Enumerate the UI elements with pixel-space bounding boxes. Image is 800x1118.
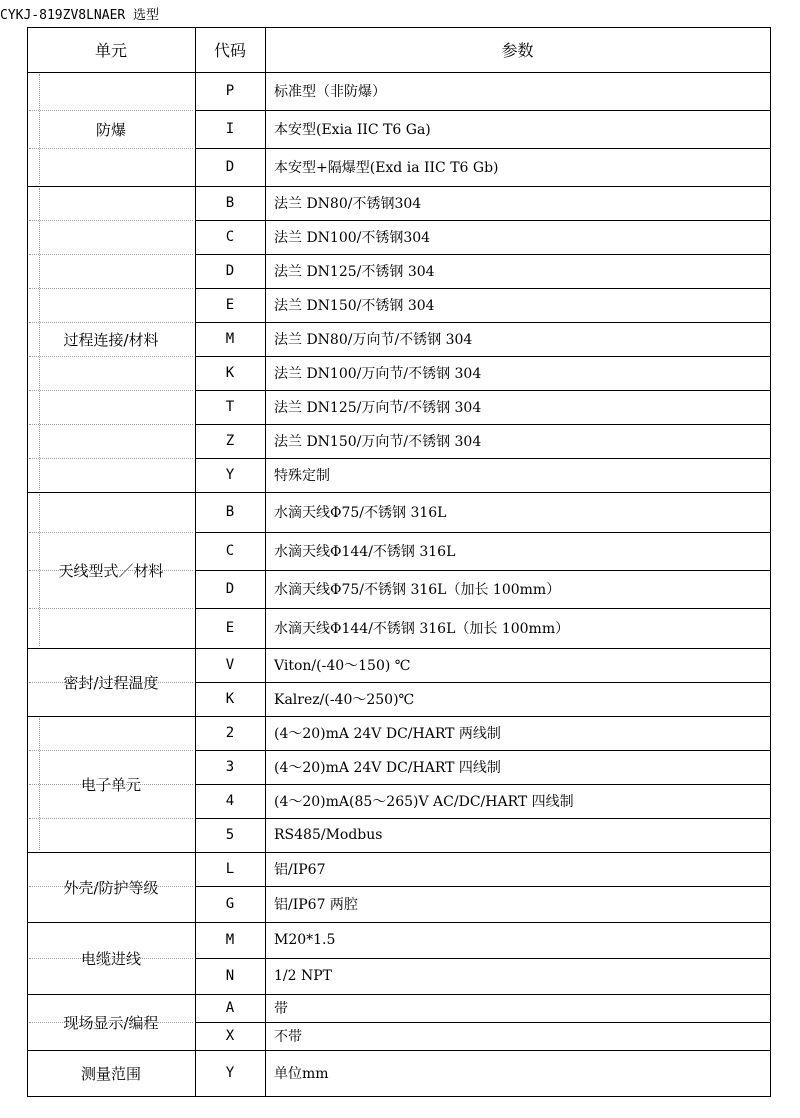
group-rule-bottom bbox=[27, 1096, 771, 1097]
code-cell: C bbox=[225, 229, 235, 245]
unit-guide-line bbox=[29, 322, 193, 323]
table-rule bbox=[770, 852, 771, 922]
unit-guide-line bbox=[29, 220, 193, 221]
unit-guide-line bbox=[39, 74, 40, 184]
group-unit-label: 测量范围 bbox=[80, 1064, 141, 1083]
unit-guide-line bbox=[29, 356, 193, 357]
unit-guide-line bbox=[29, 818, 193, 819]
code-cell: G bbox=[225, 896, 235, 912]
param-cell: Kalrez/(-40～250)℃ bbox=[274, 692, 415, 708]
code-cell: Y bbox=[225, 467, 235, 483]
param-cell: 不带 bbox=[274, 1029, 302, 1045]
code-cell: M bbox=[225, 331, 235, 347]
code-cell: 2 bbox=[225, 725, 235, 741]
code-cell: P bbox=[225, 83, 235, 99]
group-unit-label: 过程连接/材料 bbox=[63, 330, 159, 349]
code-cell: K bbox=[225, 365, 235, 381]
param-cell: RS485/Modbus bbox=[274, 827, 383, 843]
unit-guide-line bbox=[29, 784, 193, 785]
param-cell: M20*1.5 bbox=[274, 932, 336, 948]
header-code: 代码 bbox=[213, 41, 246, 60]
group-unit-label: 现场显示/编程 bbox=[63, 1013, 159, 1032]
group-unit-label: 外壳/防护等级 bbox=[63, 878, 159, 897]
unit-guide-line bbox=[29, 1022, 193, 1023]
param-cell: 法兰 DN100/不锈钢304 bbox=[274, 230, 431, 246]
unit-guide-line bbox=[29, 682, 193, 683]
code-cell: A bbox=[225, 1000, 235, 1016]
param-cell: 法兰 DN100/万向节/不锈钢 304 bbox=[274, 366, 482, 382]
unit-guide-line bbox=[29, 608, 193, 609]
param-cell: 铝/IP67 两腔 bbox=[274, 897, 358, 913]
code-cell: K bbox=[225, 691, 235, 707]
unit-guide-line bbox=[29, 570, 193, 571]
group-unit-label: 密封/过程温度 bbox=[63, 673, 159, 692]
group-unit-label: 天线型式／材料 bbox=[58, 561, 164, 580]
code-cell: N bbox=[225, 968, 235, 984]
param-cell: 法兰 DN125/万向节/不锈钢 304 bbox=[274, 400, 482, 416]
code-cell: D bbox=[225, 159, 235, 175]
code-cell: L bbox=[225, 861, 235, 877]
unit-guide-line bbox=[29, 254, 193, 255]
param-cell: 标准型（非防爆） bbox=[274, 84, 386, 100]
group-unit-label: 电子单元 bbox=[80, 775, 141, 794]
code-cell: X bbox=[225, 1028, 235, 1044]
unit-guide-line bbox=[29, 958, 193, 959]
param-cell: 本安型(Exia IIC T6 Ga) bbox=[274, 122, 431, 138]
table-rule bbox=[770, 27, 771, 72]
code-cell: E bbox=[225, 620, 235, 636]
code-cell: V bbox=[225, 657, 235, 673]
param-cell: 法兰 DN150/不锈钢 304 bbox=[274, 298, 435, 314]
unit-guide-line bbox=[39, 188, 40, 490]
param-cell: 铝/IP67 bbox=[274, 862, 326, 878]
code-cell: C bbox=[225, 543, 235, 559]
header-param: 参数 bbox=[501, 41, 534, 60]
param-cell: (4～20)mA(85～265)V AC/DC/HART 四线制 bbox=[274, 794, 574, 810]
code-cell: D bbox=[225, 581, 235, 597]
param-cell: 本安型+隔爆型(Exd ia IIC T6 Gb) bbox=[274, 160, 499, 176]
code-cell: 5 bbox=[225, 827, 235, 843]
param-cell: 带 bbox=[274, 1001, 288, 1017]
unit-guide-line bbox=[29, 458, 193, 459]
group-unit-label: 防爆 bbox=[95, 120, 126, 139]
unit-guide-line bbox=[39, 494, 40, 646]
unit-guide-line bbox=[39, 718, 40, 850]
code-cell: M bbox=[225, 932, 235, 948]
page-title: CYKJ-819ZV8LNAER 选型 bbox=[0, 8, 160, 23]
param-cell: 特殊定制 bbox=[274, 468, 330, 484]
param-cell: 单位mm bbox=[274, 1066, 329, 1082]
unit-guide-line bbox=[29, 110, 193, 111]
param-cell: (4～20)mA 24V DC/HART 两线制 bbox=[274, 726, 501, 742]
code-cell: D bbox=[225, 263, 235, 279]
param-cell: 法兰 DN125/不锈钢 304 bbox=[274, 264, 435, 280]
param-cell: 水滴天线Φ144/不锈钢 316L（加长 100mm） bbox=[274, 621, 570, 637]
table-rule bbox=[770, 72, 771, 186]
table-rule bbox=[770, 186, 771, 492]
code-cell: B bbox=[225, 504, 235, 520]
unit-guide-line bbox=[29, 424, 193, 425]
code-cell: Y bbox=[225, 1065, 235, 1081]
unit-guide-line bbox=[29, 148, 193, 149]
code-cell: 3 bbox=[225, 759, 235, 775]
unit-guide-line bbox=[29, 390, 193, 391]
param-cell: 法兰 DN150/万向节/不锈钢 304 bbox=[274, 434, 482, 450]
code-cell: Z bbox=[225, 433, 235, 449]
code-cell: T bbox=[225, 399, 235, 415]
unit-guide-line bbox=[29, 886, 193, 887]
param-cell: 水滴天线Φ75/不锈钢 316L（加长 100mm） bbox=[274, 582, 561, 598]
unit-guide-line bbox=[29, 750, 193, 751]
param-cell: (4～20)mA 24V DC/HART 四线制 bbox=[274, 760, 501, 776]
code-cell: E bbox=[225, 297, 235, 313]
param-cell: 法兰 DN80/万向节/不锈钢 304 bbox=[274, 332, 473, 348]
param-cell: 法兰 DN80/不锈钢304 bbox=[274, 196, 422, 212]
code-cell: I bbox=[225, 121, 235, 137]
code-cell: 4 bbox=[225, 793, 235, 809]
table-rule bbox=[770, 1050, 771, 1096]
param-cell: 1/2 NPT bbox=[274, 968, 332, 984]
group-unit-label: 电缆进线 bbox=[80, 949, 141, 968]
code-cell: B bbox=[225, 195, 235, 211]
param-cell: 水滴天线Φ75/不锈钢 316L bbox=[274, 505, 447, 521]
header-unit: 单元 bbox=[94, 41, 127, 60]
unit-guide-line bbox=[29, 532, 193, 533]
unit-guide-line bbox=[29, 288, 193, 289]
param-cell: Viton/(-40～150) ℃ bbox=[274, 658, 411, 674]
param-cell: 水滴天线Φ144/不锈钢 316L bbox=[274, 544, 456, 560]
